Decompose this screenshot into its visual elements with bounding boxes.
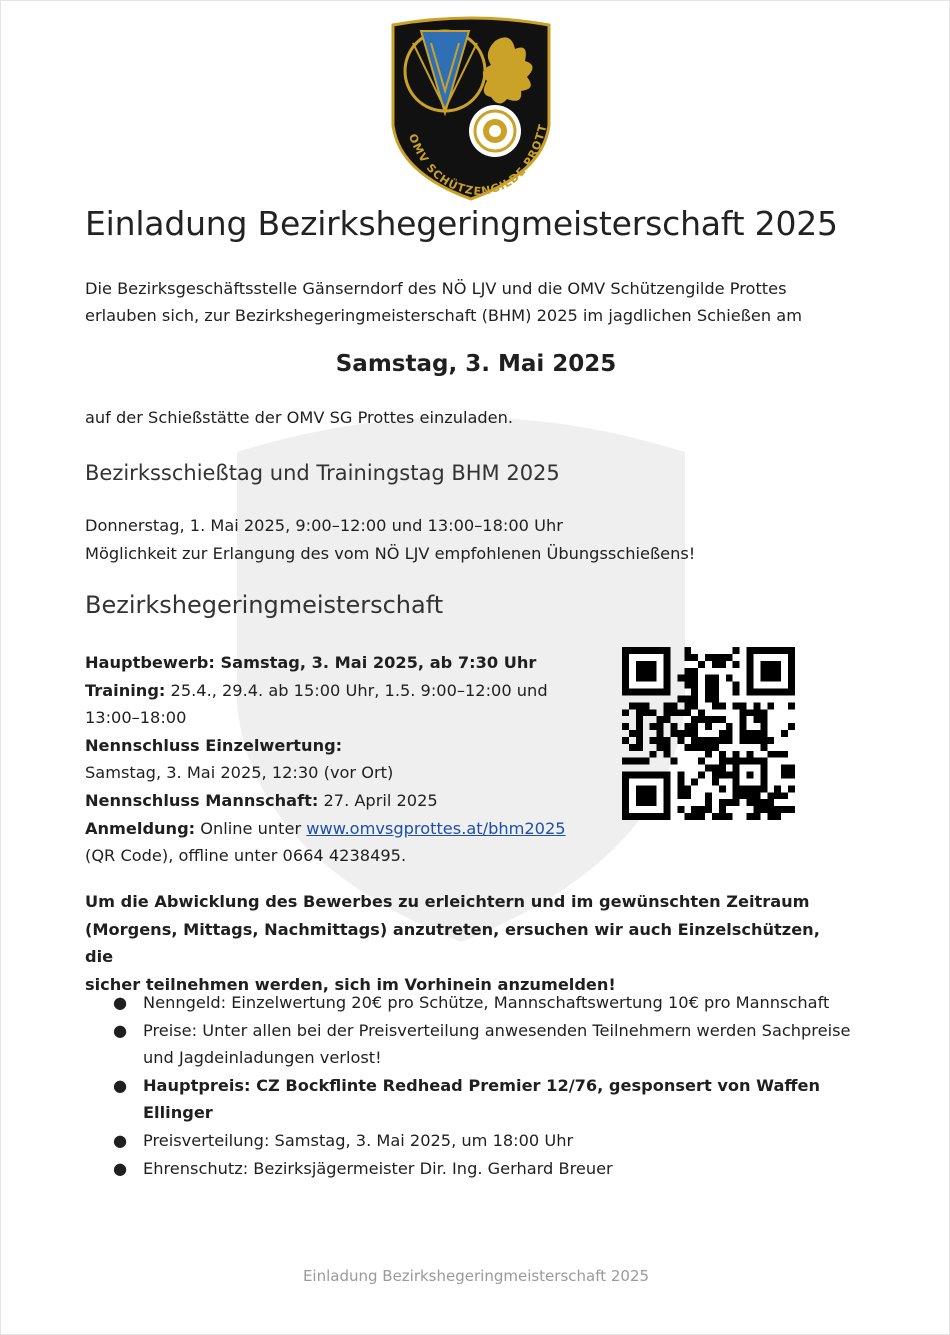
registration-appeal <box>85 888 845 998</box>
bullet-icon: ● <box>113 1130 128 1150</box>
list-item-preise: ● Preise: Unter allen bei der Preisverteilung anwesenden Teilnehmern werden Sachpreise und Jagdeinladungen verlost! <box>113 1017 873 1072</box>
bullet-icon: ● <box>113 1075 128 1095</box>
nennschluss-mannschaft-value: 27. April 2025 <box>318 790 438 810</box>
list-item-nenngeld: ● Nenngeld: Einzelwertung 20€ pro Schütze, Mannschaftswertung 10€ pro Mannschaft <box>113 989 873 1017</box>
appeal-line-2: (Morgens, Mittags, Nachmittags) anzutreten, ersuchen wir auch Einzelschützen, die <box>85 919 820 966</box>
list-item-hauptpreis: ● Hauptpreis: CZ Bockflinte Redhead Premier 12/76, gesponsert von Waffen Ellinger <box>113 1072 873 1127</box>
club-logo <box>383 13 559 203</box>
page-footer: Einladung Bezirkshegeringmeisterschaft 2025 <box>302 1267 650 1285</box>
logo-text: OMV SCHÜTZENGILDE PROTT <box>405 122 550 199</box>
appeal-line-1: Um die Abwicklung des Bewerbes zu erleichtern und im gewünschten Zeitraum <box>85 892 810 911</box>
anmeldung-pre: Online unter <box>195 818 307 838</box>
bullet-icon: ● <box>113 1020 128 1040</box>
list-item-ehrenschutz: ● Ehrenschutz: Bezirksjägermeister Dir. Ing. Gerhard Breuer <box>113 1155 873 1183</box>
qr-code-icon[interactable] <box>622 647 795 820</box>
anmeldung-post: (QR Code), offline unter 0664 4238495. <box>85 846 407 866</box>
bullet-icon: ● <box>113 1158 128 1178</box>
invite-end-text: auf der Schießstätte der OMV SG Prottes einzuladen. <box>85 408 514 427</box>
nennschluss-einzel-label: Nennschluss Einzelwertung: <box>85 735 343 755</box>
nennschluss-mannschaft-label: Nennschluss Mannschaft: <box>85 790 319 810</box>
list-item-preisverteilung: ● Preisverteilung: Samstag, 3. Mai 2025, um 18:00 Uhr <box>113 1127 873 1155</box>
anmeldung-label: Anmeldung: <box>85 818 196 838</box>
bhm-details <box>85 649 585 870</box>
info-bullet-list <box>113 989 873 1182</box>
registration-link[interactable]: www.omvsgprottes.at/bhm2025 <box>306 818 566 838</box>
section-heading-bhm: Bezirkshegeringmeisterschaft <box>85 591 444 619</box>
page-title: Einladung Bezirkshegeringmeisterschaft 2025 <box>85 204 838 243</box>
section-heading-schiesstag: Bezirksschießtag und Trainingstag BHM 2025 <box>85 461 560 485</box>
bullet-icon: ● <box>113 993 128 1012</box>
main-date: Samstag, 3. Mai 2025 <box>335 351 617 377</box>
training-value: 25.4., 29.4. ab 15:00 Uhr, 1.5. 9:00–12:00 und 13:00–18:00 <box>85 680 548 728</box>
intro-line-2: erlauben sich, zur Bezirkshegeringmeisterschaft (BHM) 2025 im jagdlichen Schießen am <box>85 306 802 325</box>
nennschluss-einzel-value: Samstag, 3. Mai 2025, 12:30 (vor Ort) <box>85 763 394 783</box>
schiesstag-note: Möglichkeit zur Erlangung des vom NÖ LJV empfohlenen Übungsschießens! <box>85 544 696 563</box>
hauptbewerb-line: Hauptbewerb: Samstag, 3. Mai 2025, ab 7:30 Uhr <box>85 653 537 672</box>
intro-paragraph <box>85 275 845 329</box>
schiesstag-info <box>85 512 695 568</box>
intro-line-1: Die Bezirksgeschäftsstelle Gänserndorf des NÖ LJV und die OMV Schützengilde Prottes <box>85 279 787 298</box>
appeal-line-3: sicher teilnehmen werden, sich im Vorhinein anzumelden! <box>85 974 616 994</box>
training-label: Training: <box>85 680 166 700</box>
schiesstag-date: Donnerstag, 1. Mai 2025, 9:00–12:00 und 13:00–18:00 Uhr <box>85 516 563 535</box>
